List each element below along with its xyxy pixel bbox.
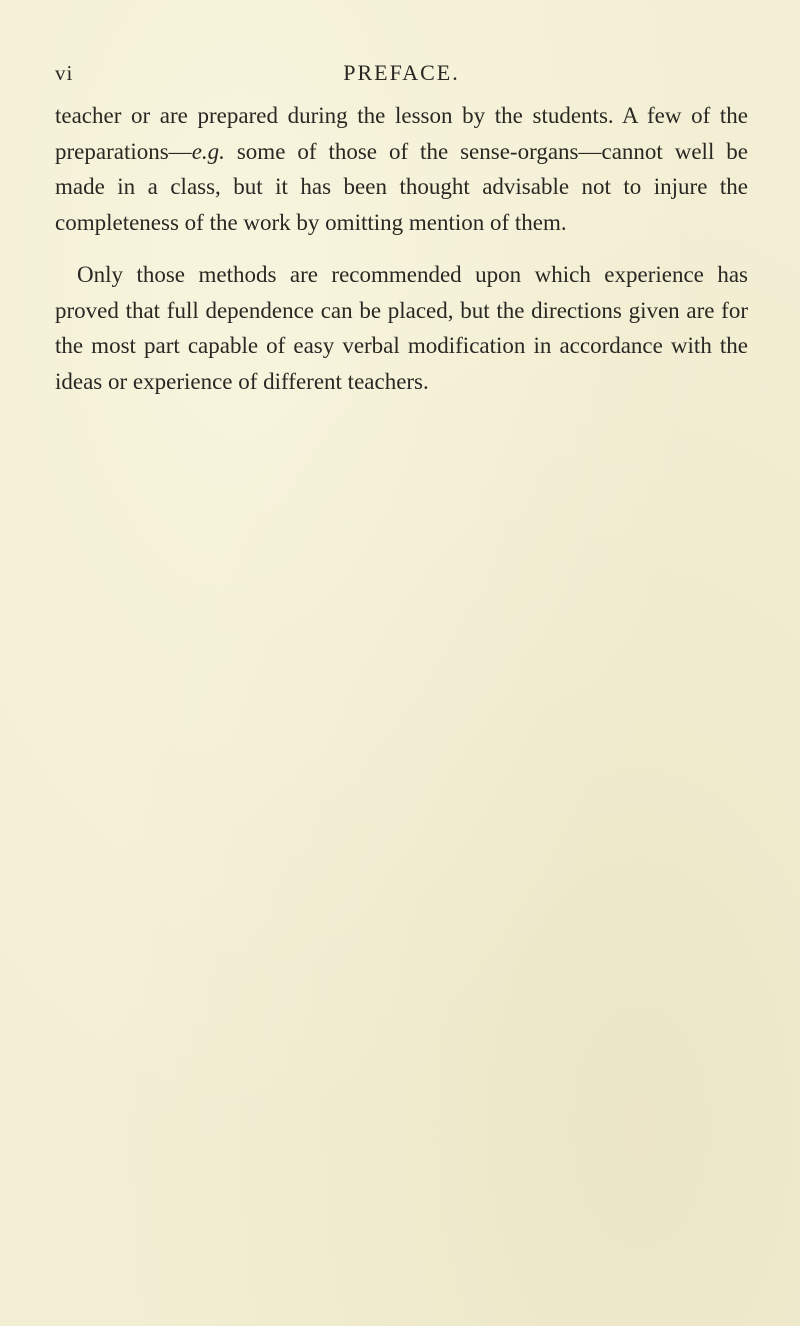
paragraph-1-text-end: some of those of the sense-organs—cannot well be made in a class, but it has been thought advisable not to injure the completeness of the work by omitting mention of them. <box>55 138 748 235</box>
paragraph-2: Only those methods are recommended upon which experience has proved that full dependence can be placed, but the directions given are for the most part capable of easy verbal modification in accordance with the ideas or experience of different teachers. <box>55 262 748 394</box>
running-title: PREFACE. <box>343 60 460 85</box>
paragraph-1 <box>55 98 748 240</box>
running-head <box>55 58 748 88</box>
paragraph-1-emphasis: e.g. <box>191 138 225 164</box>
page-number: vi <box>55 61 74 85</box>
paragraph-1-text-start: teacher or are prepared during the lesson by the students. A few of the preparations— <box>55 103 748 164</box>
body-text <box>55 98 748 399</box>
